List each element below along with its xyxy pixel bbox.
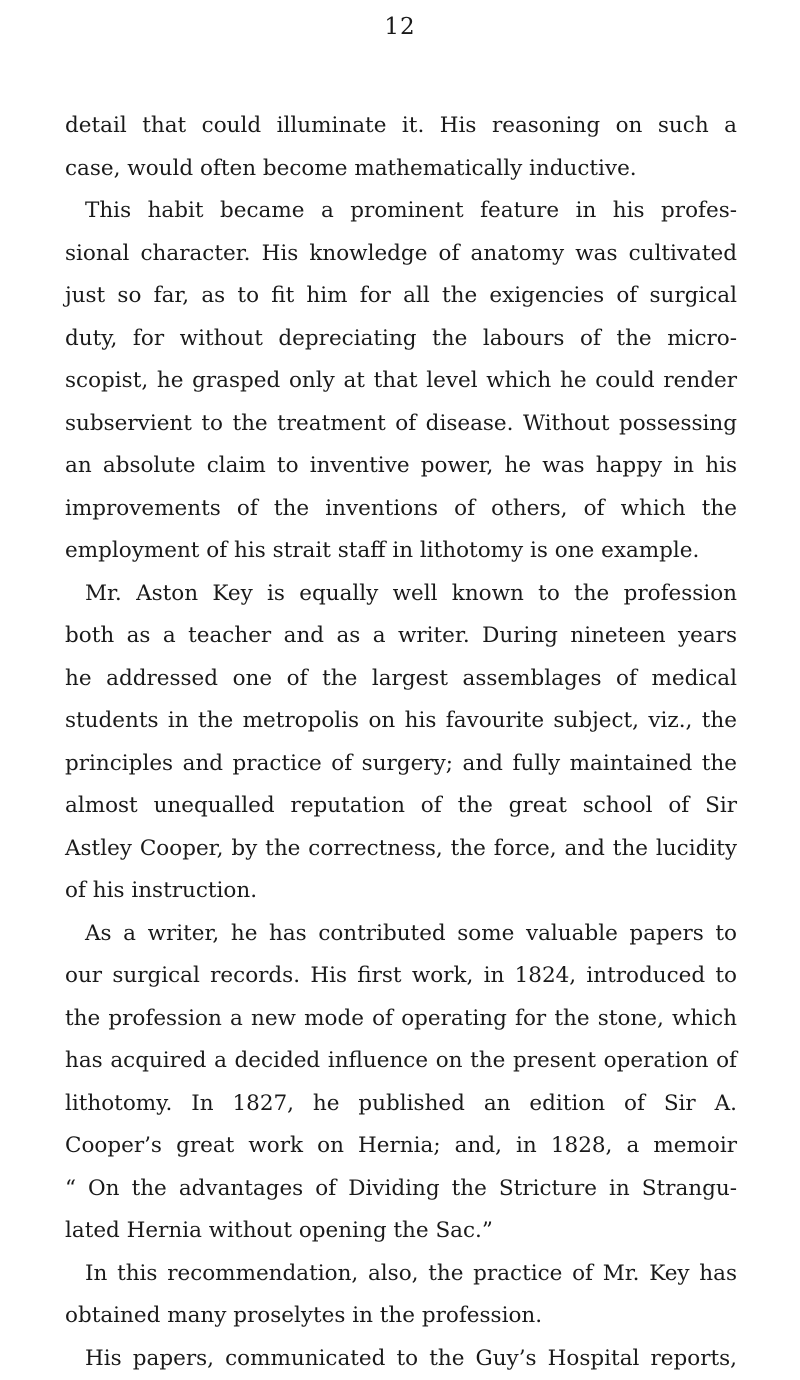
text-line: has acquired a decided influence on the present operation of: [65, 1040, 737, 1083]
text-line: improvements of the inventions of others, of which the: [65, 488, 737, 531]
text-line: detail that could illuminate it. His reasoning on such a: [65, 105, 737, 148]
text-line: the profession a new mode of operating for the stone, which: [65, 998, 737, 1041]
text-line: This habit became a prominent feature in his profes-: [65, 190, 737, 233]
text-line: sional character. His knowledge of anatomy was cultivated: [65, 233, 737, 276]
text-line: principles and practice of surgery; and fully maintained the: [65, 743, 737, 786]
page-number: 12: [0, 14, 800, 40]
text-line: students in the metropolis on his favourite subject, viz., the: [65, 700, 737, 743]
text-line: scopist, he grasped only at that level which he could render: [65, 360, 737, 403]
text-line: In this recommendation, also, the practice of Mr. Key has: [65, 1253, 737, 1296]
text-line: duty, for without depreciating the labours of the micro-: [65, 318, 737, 361]
text-line: lithotomy. In 1827, he published an edition of Sir A.: [65, 1083, 737, 1126]
text-line: obtained many proselytes in the profession.: [65, 1295, 737, 1338]
text-line: our surgical records. His first work, in 1824, introduced to: [65, 955, 737, 998]
text-line: both as a teacher and as a writer. During nineteen years: [65, 615, 737, 658]
text-line: just so far, as to fit him for all the exigencies of surgical: [65, 275, 737, 318]
text-line: he addressed one of the largest assemblages of medical: [65, 658, 737, 701]
text-line: Astley Cooper, by the correctness, the force, and the lucidity: [65, 828, 737, 871]
text-line: employment of his strait staff in lithotomy is one example.: [65, 530, 737, 573]
text-line: Cooper’s great work on Hernia; and, in 1828, a memoir: [65, 1125, 737, 1168]
text-line: of his instruction.: [65, 870, 737, 913]
text-line: almost unequalled reputation of the great school of Sir: [65, 785, 737, 828]
text-line: “ On the advantages of Dividing the Stricture in Strangu-: [65, 1168, 737, 1211]
text-line: Mr. Aston Key is equally well known to the profession: [65, 573, 737, 616]
text-line: subservient to the treatment of disease. Without possessing: [65, 403, 737, 446]
text-line: lated Hernia without opening the Sac.”: [65, 1210, 737, 1253]
text-line: an absolute claim to inventive power, he was happy in his: [65, 445, 737, 488]
text-line: case, would often become mathematically inductive.: [65, 148, 737, 191]
text-line: His papers, communicated to the Guy’s Hospital reports,: [65, 1338, 737, 1380]
text-line: As a writer, he has contributed some valuable papers to: [65, 913, 737, 956]
body-text: [65, 105, 737, 1380]
